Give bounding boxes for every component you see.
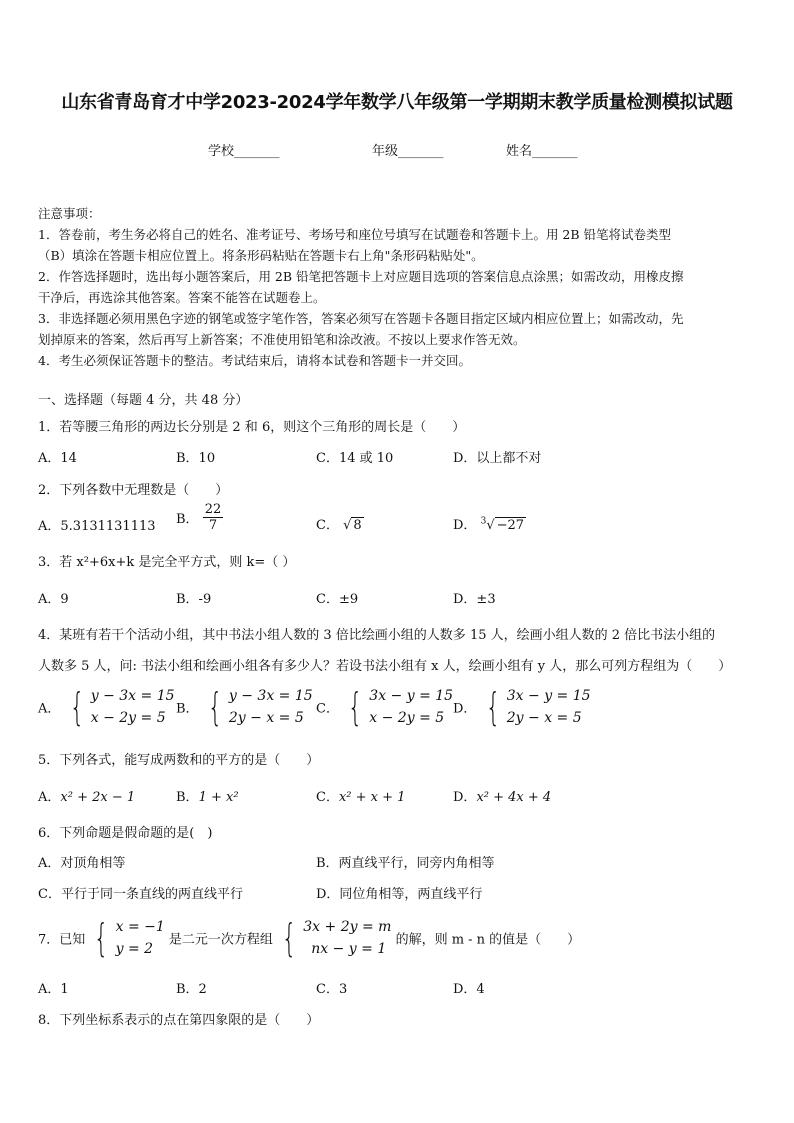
denominator: 7: [208, 518, 218, 533]
radicand: 8: [353, 518, 362, 533]
section-heading: 一、选择题（每题 4 分，共 48 分）: [38, 393, 249, 408]
radicand: −27: [496, 518, 525, 533]
notice-line: 1．答卷前，考生务必将自己的姓名、准考证号、考场号和座位号填写在试题卷和答题卡上。用 2B 铅笔将试卷类型: [38, 227, 672, 242]
question-8-stem: 8．下列坐标系表示的点在第四象限的是（ ）: [38, 1013, 320, 1028]
option-label: B．: [176, 790, 199, 805]
notice-line: 4．考生必须保证答题卡的整洁。考试结束后，请将本试卷和答题卡一并交回。: [38, 353, 471, 368]
equation-system: [203, 685, 313, 729]
notice-line: 3．非选择题必须用黑色字迹的钢笔或签字笔作答，答案必须写在答题卡各题目指定区域内相应位置上；如需改动，先: [38, 311, 684, 326]
equation: 2y − x = 5: [228, 710, 304, 726]
equation: 3x + 2y = m: [303, 919, 392, 935]
option-label: D．: [453, 701, 477, 717]
equation: x − 2y = 5: [90, 710, 166, 726]
sqrt-sign-icon: √: [343, 518, 352, 533]
expression: x² + 4x + 4: [476, 790, 552, 805]
option-label: A．: [38, 790, 61, 805]
question-6-option-d: D．同位角相等，两直线平行: [316, 887, 483, 902]
question-4-option-d: [453, 685, 591, 729]
expression: x² + x + 1: [338, 790, 406, 805]
question-3-option-a: A．9: [38, 592, 69, 607]
question-6-option-a: A．对顶角相等: [38, 856, 126, 871]
option-label: D．: [453, 790, 477, 805]
question-1-option-b: B．10: [176, 451, 216, 466]
question-4-stem-line2: 人数多 5 人，问: 书法小组和绘画小组各有多少人？若设书法小组有 x 人，绘画小组有 y 人，那么可列方程组为（ ）: [38, 659, 732, 674]
question-7-stem: [38, 916, 580, 960]
brace-icon: {: [69, 685, 84, 729]
equation: nx − y = 1: [311, 941, 387, 957]
equation: y = 2: [115, 941, 154, 957]
question-1-option-c: C．14 或 10: [316, 451, 394, 466]
question-3-option-c: C．±9: [316, 592, 359, 607]
question-2-stem: 2．下列各数中无理数是（ ）: [38, 483, 229, 498]
question-5-stem: 5．下列各式，能写成两数和的平方的是（ ）: [38, 753, 320, 768]
notice-line: （B）填涂在答题卡相应位置上。将条形码粘贴在答题卡右上角"条形码粘贴处"。: [38, 248, 484, 263]
question-1-stem: 1．若等腰三角形的两边长分别是 2 和 6，则这个三角形的周长是（ ）: [38, 420, 466, 435]
question-2-option-a: A．5.3131131113: [38, 519, 156, 534]
expression: 1 + x²: [198, 790, 239, 805]
option-label: D．: [453, 518, 477, 533]
question-3-stem: 3．若 x²+6x+k 是完全平方式，则 k=（ ）: [38, 555, 296, 570]
question-6-option-b: B．两直线平行，同旁内角相等: [316, 856, 495, 871]
fraction: [203, 502, 224, 533]
question-1-option-a: A．14: [38, 451, 77, 466]
exam-title: 山东省青岛育才中学2023-2024学年数学八年级第一学期期末教学质量检测模拟试题: [61, 92, 733, 113]
school-field: 学校_______: [208, 144, 280, 159]
question-7-option-b: B．2: [176, 982, 207, 997]
question-5-option-a: [38, 786, 135, 805]
equation: 3x − y = 15: [506, 688, 591, 704]
option-label: B．: [176, 701, 199, 717]
notice-line: 2．作答选择题时，选出每小题答案后，用 2B 铅笔把答题卡上对应题目选项的答案信息点涂黑；如需改动，用橡皮擦: [38, 269, 684, 284]
sqrt-sign-icon: √: [486, 518, 495, 533]
notice-line: 干净后，再选涂其他答案。答案不能答在试题卷上。: [38, 290, 326, 305]
equation: 2y − x = 5: [506, 710, 582, 726]
option-label: C．: [316, 701, 339, 717]
equation: x − 2y = 5: [369, 710, 445, 726]
notice-line: 划掉原来的答案，然后再写上新答案；不准使用铅笔和涂改液。不按以上要求作答无效。: [38, 332, 526, 347]
question-5-option-d: [453, 786, 551, 805]
option-label: C．: [316, 790, 339, 805]
question-6-option-c: C．平行于同一条直线的两直线平行: [38, 887, 243, 902]
stem-prefix: 7．已知: [38, 932, 86, 948]
equation: y − 3x = 15: [90, 688, 175, 704]
question-5-option-b: [176, 786, 239, 805]
brace-icon: {: [347, 685, 363, 729]
grade-field: 年级_______: [372, 144, 444, 159]
numerator: 22: [204, 502, 222, 517]
brace-icon: {: [485, 685, 500, 729]
question-1-option-d: D．以上都不对: [453, 451, 542, 466]
equation-system: [65, 685, 175, 729]
question-3-option-b: B．-9: [176, 592, 212, 607]
equation: y − 3x = 15: [228, 688, 313, 704]
brace-icon: {: [281, 916, 297, 960]
question-4-stem-line1: 4．某班有若干个活动小组，其中书法小组人数的 3 倍比绘画小组的人数多 15 人，绘画小组人数的 2 倍比书法小组的: [38, 628, 716, 643]
equation-system: [481, 685, 591, 729]
option-label: A．: [38, 701, 61, 717]
root-index: 3: [480, 516, 487, 527]
question-7-option-a: A．1: [38, 982, 69, 997]
brace-icon: {: [94, 916, 109, 960]
expression: x² + 2x − 1: [60, 790, 136, 805]
question-4-option-b: [176, 685, 313, 729]
option-label: B．: [176, 512, 199, 527]
question-2-option-c: [316, 514, 364, 533]
name-field: 姓名_______: [506, 144, 578, 159]
question-6-stem: 6．下列命题是假命题的是( ): [38, 826, 213, 841]
equation-system: [343, 685, 453, 729]
option-label: C．: [316, 518, 339, 533]
question-5-option-c: [316, 786, 405, 805]
question-2-option-d: [453, 514, 526, 533]
question-2-option-b: [176, 502, 223, 533]
question-3-option-d: D．±3: [453, 592, 496, 607]
stem-suffix: 的解，则 m - n 的值是（ ）: [395, 932, 581, 948]
question-4-option-c: [316, 685, 453, 729]
stem-middle: 是二元一次方程组: [168, 932, 273, 948]
equation: x = −1: [115, 919, 165, 935]
equation-system: [277, 916, 391, 960]
notice-heading: 注意事项：: [38, 206, 101, 221]
question-7-option-d: D．4: [453, 982, 485, 997]
equation: 3x − y = 15: [369, 688, 454, 704]
question-4-option-a: [38, 685, 175, 729]
question-7-option-c: C．3: [316, 982, 348, 997]
brace-icon: {: [207, 685, 223, 729]
solution-system: [89, 916, 164, 960]
